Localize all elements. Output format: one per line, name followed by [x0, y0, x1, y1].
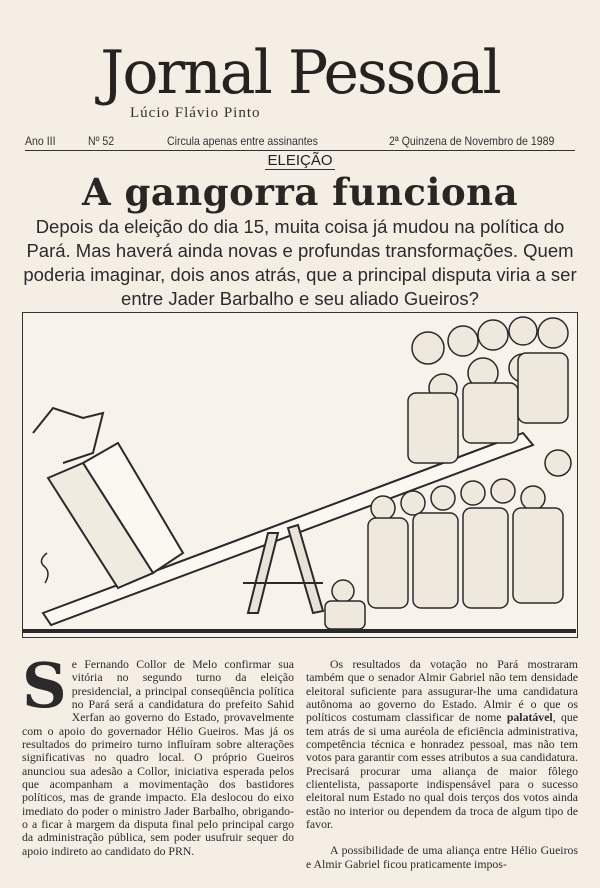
cartoon-illustration [23, 313, 576, 636]
issue-info-bar [25, 134, 575, 151]
section-kicker [0, 153, 600, 169]
paragraph-2-start: Os resultados da votação no Pará mostraram também que o senador Almir Gabriel não tem densidade eleitoral suficiente para assugurar-lhe uma candidatura autônoma ao governo do Estado. Almir é o que os políticos costumam classificar de nome [306, 657, 578, 725]
paragraph-2-bold: palatável [506, 710, 553, 725]
seesaw-cartoon [22, 312, 578, 638]
article-column-right [306, 658, 578, 871]
article-deck: Depois da eleição do dia 15, muita coisa já mudou na política do Pará. Mas haverá ainda novas e profundas transformações. Quem poderia imaginar, dois anos atrás, que a principal disputa viria a ser entre Jader Barbalho e seu aliado Gueiros? [23, 216, 577, 309]
masthead-author: Lúcio Flávio Pinto [130, 105, 261, 121]
article-column-left [22, 649, 294, 858]
drop-cap: S [22, 649, 67, 722]
paragraph-2-end: , que tem atrás de si uma auréola de eficiência administrativa, competência técnica e honradez pessoal, mas não tem votos para garantir com esses atributos a sua candidatura. Precisará procurar uma aliança de maior fôlego clientelista, passaporte indispensável para o sucesso eleitoral num Estado no qual dois terços dos votos ainda estão no interior ou dependem da troca de algum tipo de favor. [306, 710, 578, 832]
issue-number: Nº 52 [88, 134, 115, 148]
issue-year: Ano III [25, 134, 56, 148]
headline: A gangorra funciona [81, 170, 519, 214]
issue-date: 2ª Quinzena de Novembro de 1989 [389, 134, 555, 148]
artist-signature [41, 553, 48, 583]
paragraph-3: A possibilidade de uma aliança entre Hélio Gueiros e Almir Gabriel ficou praticamente impos- [306, 843, 578, 871]
masthead-title: Jornal Pessoal [100, 38, 500, 108]
paragraph-1: e Fernando Collor de Melo confirmar sua vitória no segundo turno da eleição presidencial, a principal conseqüência política no Pará será a candidatura do prefeito Sahid Xerfan ao governo do Estado, provavelmente com o apoio do governador Hélio Gueiros. Mas já os resultados do primeiro turno influíram sobre alterações significativas no quadro local. O próprio Gueiros anunciou sua adesão a Collor, iniciativa esperada pelos que acompanham a movimentação dos bastidores políticos, mas de grande impacto. Ela deslocou do eixo imediato do poder o ministro Jader Barbalho, obrigando-o a ficar à margem da disputa final pelo principal cargo da administração pública, sem poder usufruir sequer do apoio indireto ao candidato do PRN. [22, 657, 294, 858]
kicker-text: ELEIÇÃO [267, 152, 333, 169]
circulation-note: Circula apenas entre assinantes [167, 134, 318, 148]
